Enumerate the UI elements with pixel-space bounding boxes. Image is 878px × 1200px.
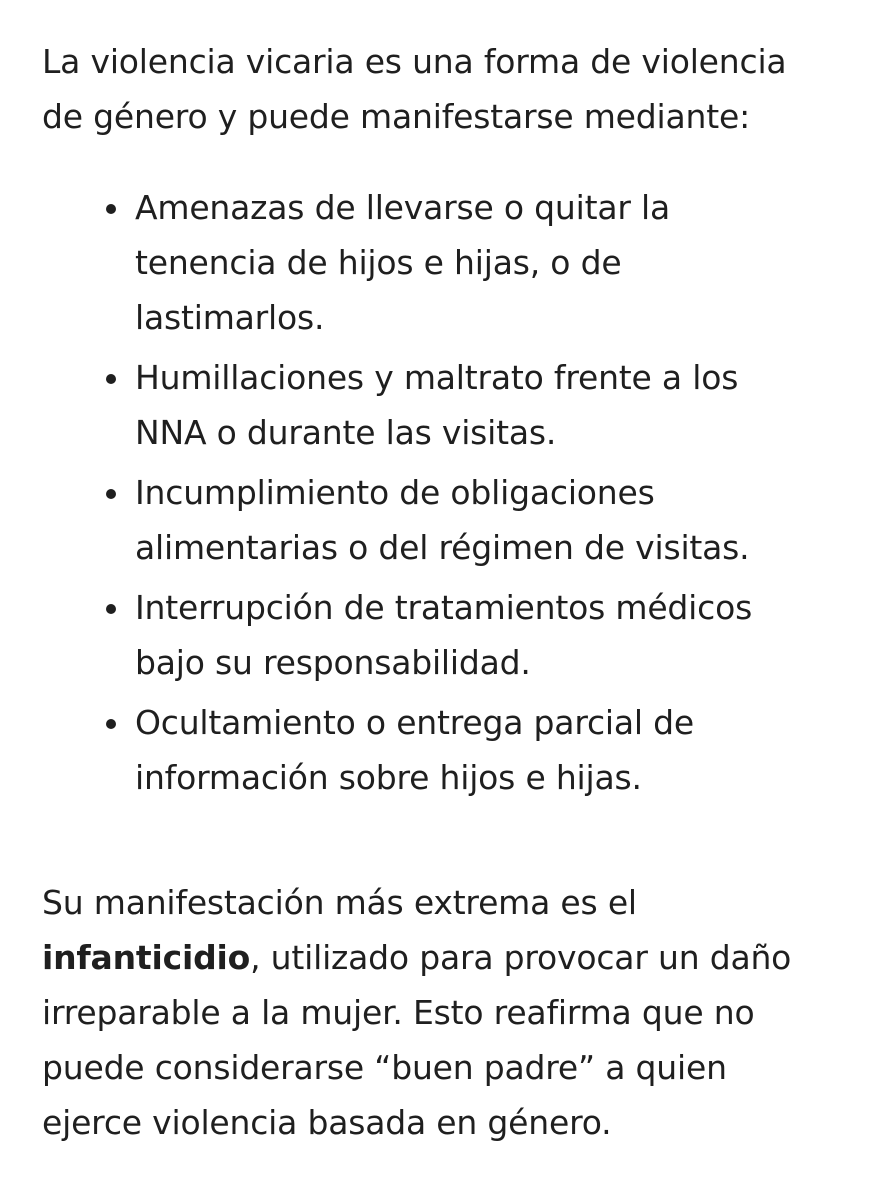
list-item — [135, 350, 815, 460]
list-item-text: Ocultamiento o entrega parcial de información sobre hijos e hijas. — [135, 703, 695, 797]
bullet-icon — [106, 604, 116, 614]
list-item — [135, 180, 815, 345]
bullet-icon — [106, 489, 116, 499]
intro-line-2: de género y puede manifestarse mediante: — [42, 97, 750, 136]
list-item-text: Humillaciones y maltrato frente a los NNA o durante las visitas. — [135, 358, 739, 452]
list-item — [135, 580, 815, 690]
closing-paragraph — [42, 875, 802, 1150]
closing-text-before: Su manifestación más extrema es el — [42, 883, 637, 922]
list-item-text: Interrupción de tratamientos médicos bajo su responsabilidad. — [135, 588, 753, 682]
bullet-icon — [106, 719, 116, 729]
intro-paragraph — [42, 34, 832, 144]
list-item — [135, 465, 815, 575]
bullet-icon — [106, 374, 116, 384]
list-item — [135, 695, 815, 805]
closing-text-after: , utilizado para provocar un daño irreparable a la mujer. Esto reafirma que no puede considerarse “buen padre” a quien ejerce violencia basada en género. — [42, 938, 792, 1142]
infanticidio-emphasis: infanticidio — [42, 938, 251, 977]
violence-forms-list — [42, 180, 815, 805]
bullet-icon — [106, 204, 116, 214]
article-body — [42, 34, 842, 1150]
list-item-text: Incumplimiento de obligaciones alimentarias o del régimen de visitas. — [135, 473, 750, 567]
intro-line-1: La violencia vicaria es una forma de violencia — [42, 42, 787, 81]
list-item-text: Amenazas de llevarse o quitar la tenencia de hijos e hijas, o de lastimarlos. — [135, 188, 670, 337]
